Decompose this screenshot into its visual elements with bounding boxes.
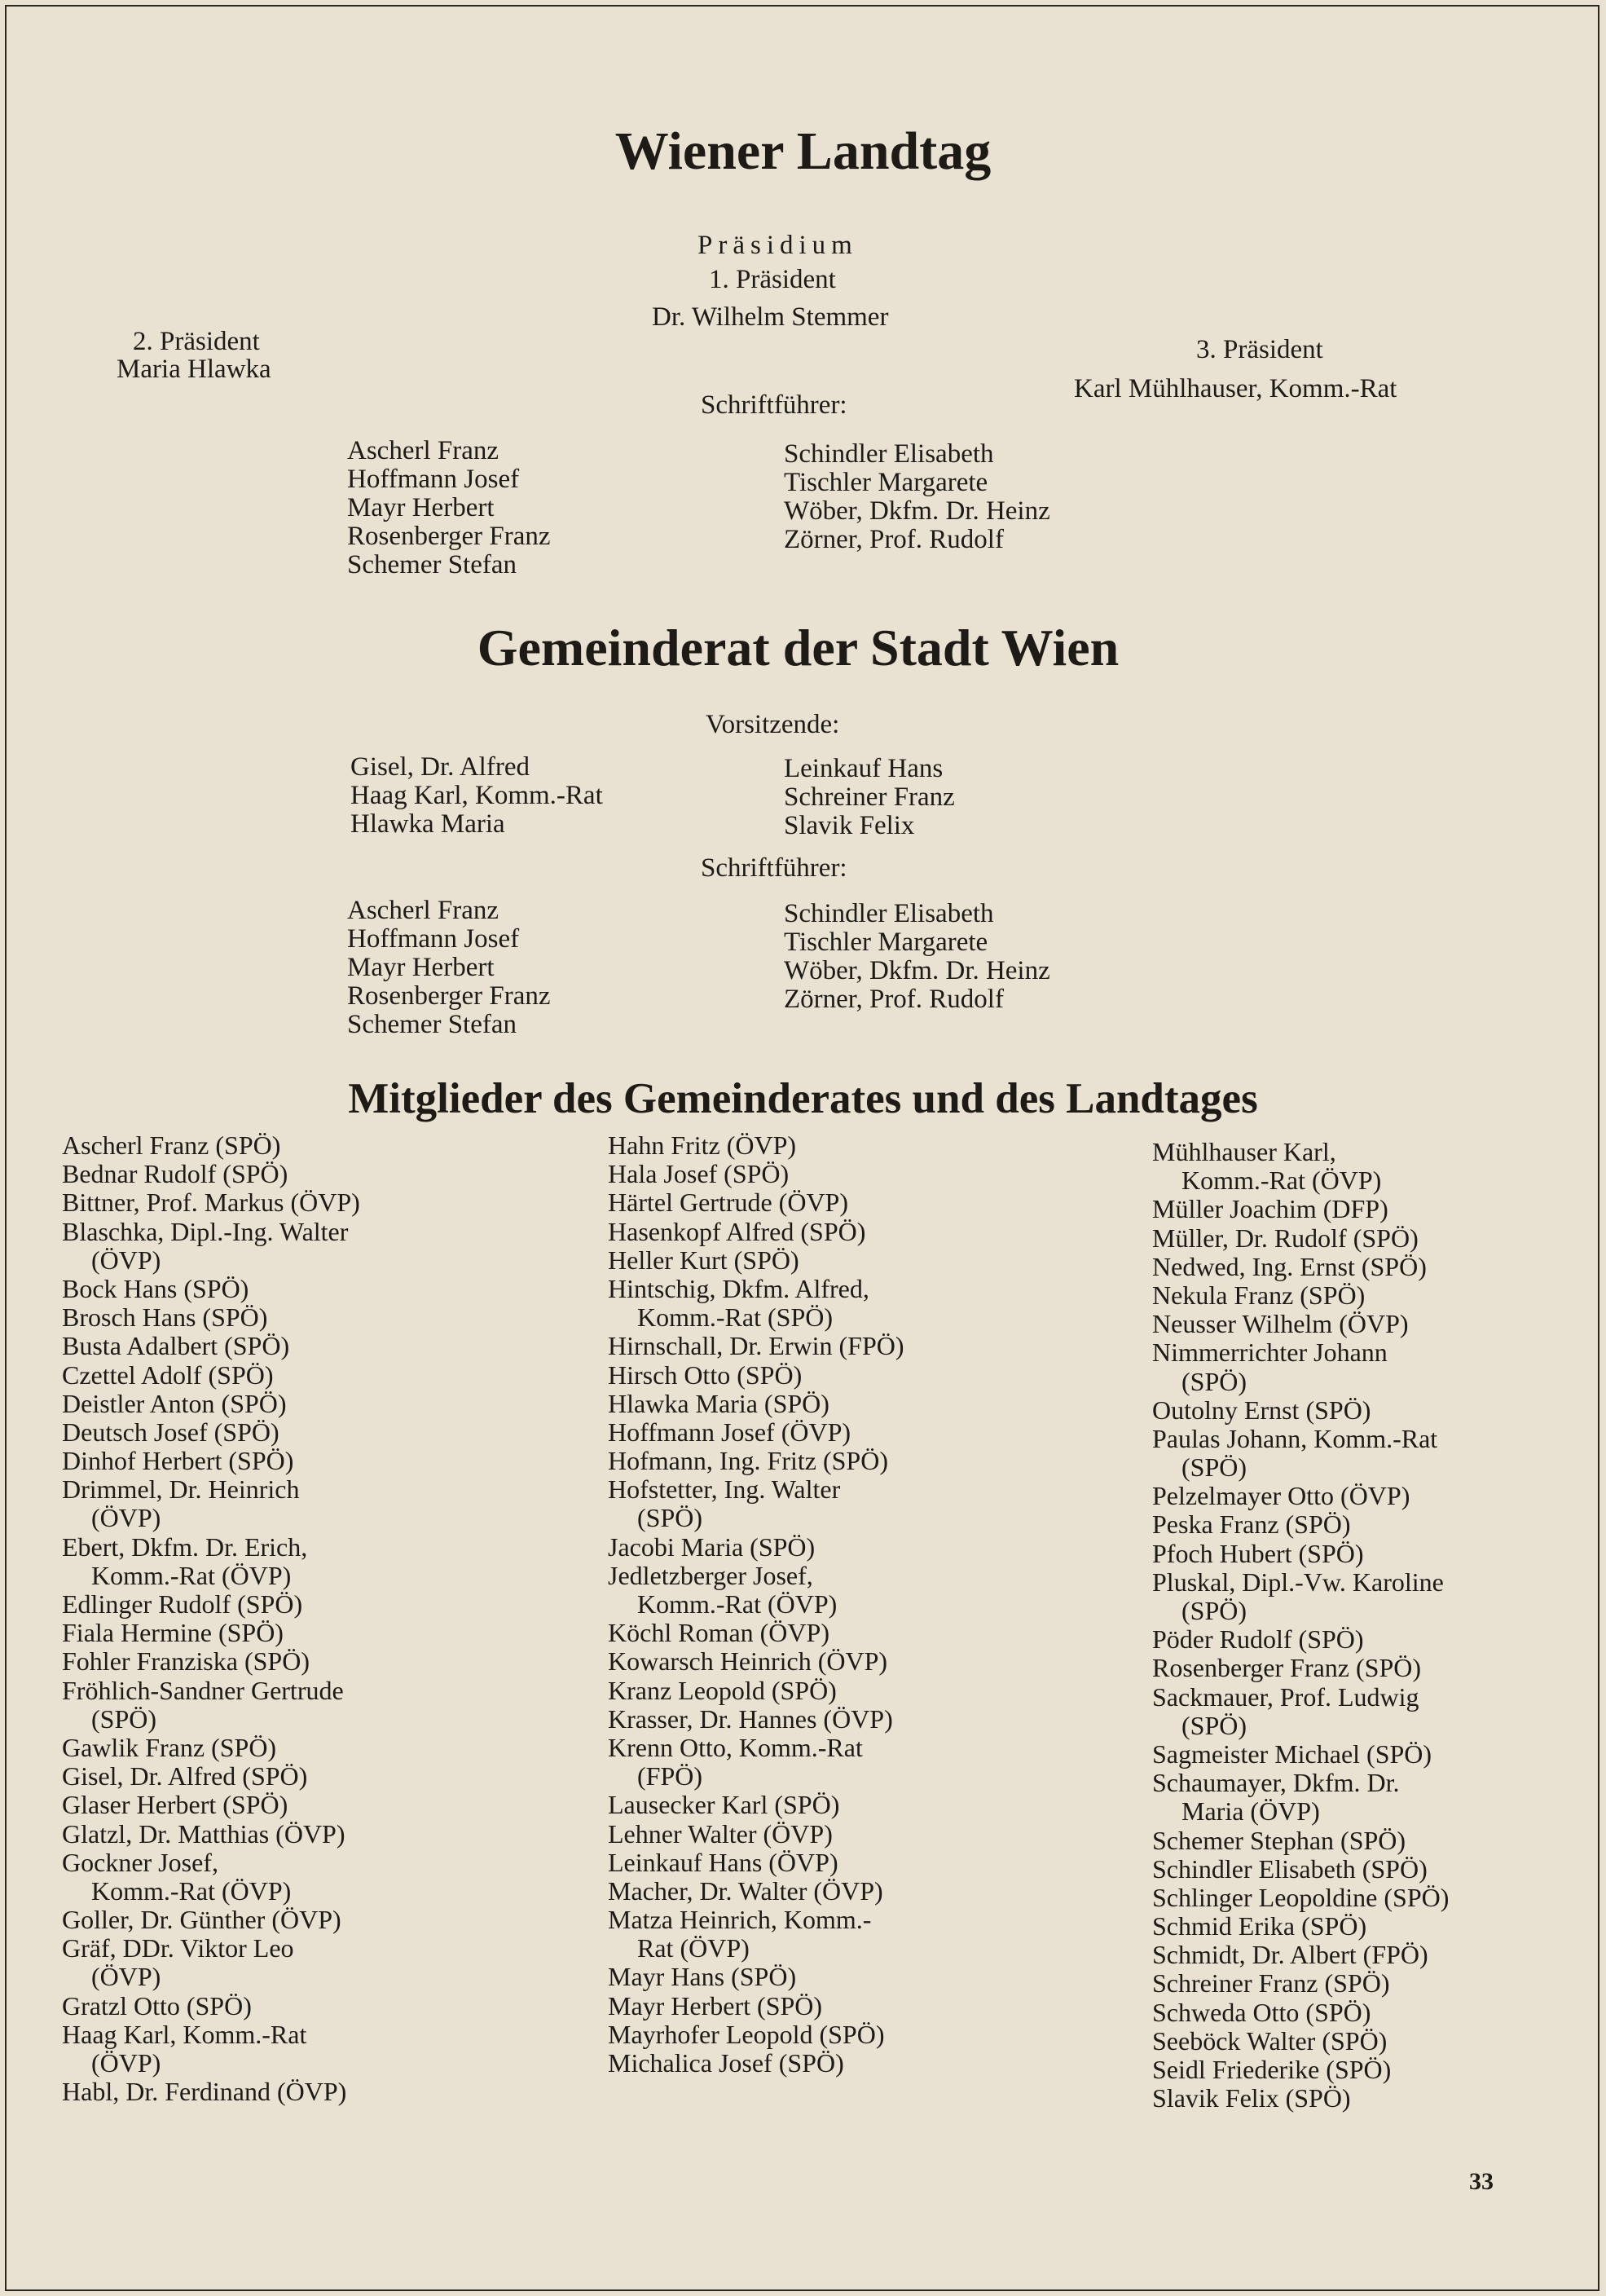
member-entry: Pöder Rudolf (SPÖ) [1152,1624,1364,1655]
member-entry: Deistler Anton (SPÖ) [62,1388,287,1418]
member-entry: Hirsch Otto (SPÖ) [608,1360,803,1390]
member-entry: Seidl Friederike (SPÖ) [1152,2055,1392,2084]
member-entry: Goller, Dr. Günther (ÖVP) [62,1905,341,1935]
list-item: Ascherl Franz [347,436,499,465]
member-entry: Nimmerrichter Johann [1152,1337,1388,1368]
member-entry: Hofstetter, Ing. Walter [608,1474,841,1505]
member-entry: Müller Joachim (DFP) [1152,1194,1388,1224]
member-entry: (SPÖ) [91,1703,157,1734]
gemeinderat-schriftfuehrer-right [784,900,1050,1014]
member-entry: Hlawka Maria (SPÖ) [608,1388,829,1418]
member-entry: Leinkauf Hans (ÖVP) [608,1847,838,1877]
member-entry: Hasenkopf Alfred (SPÖ) [608,1216,866,1246]
member-entry: (ÖVP) [91,1503,161,1533]
member-entry: Pfoch Hubert (SPÖ) [1152,1538,1364,1568]
member-entry: (SPÖ) [1181,1710,1247,1740]
member-entry: Mayr Hans (SPÖ) [608,1962,797,1992]
list-item: Schindler Elisabeth [784,439,994,469]
member-entry: Haag Karl, Komm.-Rat [62,2019,307,2049]
member-entry: Schemer Stephan (SPÖ) [1152,1825,1406,1855]
member-entry: Hirnschall, Dr. Erwin (FPÖ) [608,1331,904,1361]
list-item: Gisel, Dr. Alfred [350,752,530,782]
vorsitzende-right [784,755,955,840]
member-entry: Slavik Felix (SPÖ) [1152,2083,1351,2113]
member-entry: Edlinger Rudolf (SPÖ) [62,1589,303,1619]
member-entry: Schweda Otto (SPÖ) [1152,1997,1371,2027]
list-item: Mayr Herbert [347,493,495,522]
vorsitzende-left [350,753,603,839]
member-entry: (FPÖ) [637,1761,703,1791]
member-entry: (SPÖ) [637,1503,703,1533]
member-entry: Macher, Dr. Walter (ÖVP) [608,1875,883,1906]
list-item: Tischler Margarete [784,468,988,497]
list-item: Rosenberger Franz [347,981,551,1011]
member-entry: Kranz Leopold (SPÖ) [608,1675,837,1705]
member-entry: Habl, Dr. Ferdinand (ÖVP) [62,2077,347,2107]
member-entry: Bittner, Prof. Markus (ÖVP) [62,1188,360,1218]
member-entry: Hahn Fritz (ÖVP) [608,1130,797,1160]
list-item: Zörner, Prof. Rudolf [784,985,1004,1014]
member-entry: Schindler Elisabeth (SPÖ) [1152,1853,1428,1884]
member-entry: Hala Josef (SPÖ) [608,1159,790,1189]
list-item: Haag Karl, Komm.-Rat [350,781,603,810]
member-entry: Schaumayer, Dkfm. Dr. [1152,1768,1400,1798]
member-entry: Neusser Wilhelm (ÖVP) [1152,1309,1409,1339]
member-entry: Michalica Josef (SPÖ) [608,2048,844,2078]
landtag-schriftfuehrer-left [347,437,551,580]
member-entry: Köchl Roman (ÖVP) [608,1618,829,1648]
landtag-title: Wiener Landtag [614,121,992,181]
member-entry: Gratzl Otto (SPÖ) [62,1990,252,2021]
member-entry: Härtel Gertrude (ÖVP) [608,1188,848,1218]
list-item: Schemer Stefan [347,1010,517,1039]
member-entry: Czettel Adolf (SPÖ) [62,1360,274,1390]
member-entry: Kowarsch Heinrich (ÖVP) [608,1646,888,1677]
third-president-name: Karl Mühlhauser, Komm.-Rat [1074,374,1397,403]
list-item: Hlawka Maria [350,809,505,839]
member-entry: Outolny Ernst (SPÖ) [1152,1395,1371,1425]
member-entry: (ÖVP) [91,1245,161,1275]
gemeinderat-schriftfuehrer-left [347,897,551,1039]
member-entry: Nedwed, Ing. Ernst (SPÖ) [1152,1251,1427,1281]
member-entry: Ebert, Dkfm. Dr. Erich, [62,1531,308,1562]
member-entry: Rat (ÖVP) [637,1933,750,1963]
member-entry: Heller Kurt (SPÖ) [608,1245,799,1275]
gemeinderat-schriftfuehrer-label: Schriftführer: [701,853,847,883]
member-entry: (SPÖ) [1181,1366,1247,1396]
member-entry: Hintschig, Dkfm. Alfred, [608,1273,869,1303]
list-item: Schemer Stefan [347,550,517,580]
member-entry: Matza Heinrich, Komm.- [608,1905,872,1935]
member-entry: Lehner Walter (ÖVP) [608,1818,833,1849]
vorsitzende-label: Vorsitzende: [706,710,840,739]
member-entry: (SPÖ) [1181,1452,1247,1483]
list-item: Leinkauf Hans [784,754,944,783]
list-item: Hoffmann Josef [347,465,520,494]
member-entry: Gisel, Dr. Alfred (SPÖ) [62,1761,308,1791]
member-entry: Pluskal, Dipl.-Vw. Karoline [1152,1567,1444,1597]
member-entry: Gockner Josef, [62,1847,218,1877]
member-entry: Komm.-Rat (ÖVP) [91,1560,292,1590]
mitglieder-title: Mitglieder des Gemeinderates und des Landtages [348,1075,1258,1122]
member-entry: Komm.-Rat (ÖVP) [637,1589,838,1619]
member-entry: Hofmann, Ing. Fritz (SPÖ) [608,1446,888,1476]
list-item: Rosenberger Franz [347,522,551,551]
member-entry: Krasser, Dr. Hannes (ÖVP) [608,1703,893,1734]
member-entry: Maria (ÖVP) [1181,1796,1320,1827]
gemeinderat-title: Gemeinderat der Stadt Wien [477,619,1120,676]
list-item: Wöber, Dkfm. Dr. Heinz [784,956,1050,985]
member-entry: Mayr Herbert (SPÖ) [608,1990,823,2021]
member-entry: Sagmeister Michael (SPÖ) [1152,1739,1432,1769]
third-president-label: 3. Präsident [1196,335,1323,364]
member-entry: Lausecker Karl (SPÖ) [608,1790,840,1820]
praesidium-heading: Präsidium [697,231,858,260]
member-entry: Gawlik Franz (SPÖ) [62,1732,277,1762]
second-president-label: 2. Präsident [133,327,260,356]
list-item: Schreiner Franz [784,782,955,812]
list-item: Zörner, Prof. Rudolf [784,525,1004,554]
member-entry: Blaschka, Dipl.-Ing. Walter [62,1216,349,1246]
member-entry: Müller, Dr. Rudolf (SPÖ) [1152,1223,1419,1253]
landtag-schriftfuehrer-right [784,440,1050,554]
member-entry: Jedletzberger Josef, [608,1560,813,1590]
member-entry: Komm.-Rat (SPÖ) [637,1302,833,1333]
list-item: Slavik Felix [784,811,915,840]
members-column-2 [608,1131,904,2078]
list-item: Tischler Margarete [784,928,988,957]
members-column-1 [62,1131,360,2106]
member-entry: Paulas Johann, Komm.-Rat [1152,1423,1438,1453]
first-president-name: Dr. Wilhelm Stemmer [652,302,889,332]
page-number: 33 [1469,2168,1494,2195]
member-entry: Glatzl, Dr. Matthias (ÖVP) [62,1818,345,1849]
member-entry: Dinhof Herbert (SPÖ) [62,1446,294,1476]
member-entry: Gräf, DDr. Viktor Leo [62,1933,294,1963]
list-item: Hoffmann Josef [347,924,520,954]
member-entry: Pelzelmayer Otto (ÖVP) [1152,1481,1410,1511]
first-president-label: 1. Präsident [709,265,836,294]
member-entry: Busta Adalbert (SPÖ) [62,1331,290,1361]
member-entry: Jacobi Maria (SPÖ) [608,1531,816,1562]
member-entry: Komm.-Rat (ÖVP) [1181,1166,1382,1196]
member-entry: Fröhlich-Sandner Gertrude [62,1675,344,1705]
member-entry: (SPÖ) [1181,1596,1247,1625]
member-entry: Fiala Hermine (SPÖ) [62,1618,284,1648]
member-entry: Deutsch Josef (SPÖ) [62,1417,279,1447]
member-entry: Hoffmann Josef (ÖVP) [608,1417,851,1447]
member-entry: Mayrhofer Leopold (SPÖ) [608,2019,885,2049]
member-entry: Komm.-Rat (ÖVP) [91,1875,292,1906]
member-entry: Bednar Rudolf (SPÖ) [62,1159,288,1189]
member-entry: Drimmel, Dr. Heinrich [62,1474,300,1505]
member-entry: Rosenberger Franz (SPÖ) [1152,1653,1422,1683]
landtag-schriftfuehrer-label: Schriftführer: [701,390,847,420]
member-entry: Schmid Erika (SPÖ) [1152,1911,1367,1941]
member-entry: Nekula Franz (SPÖ) [1152,1280,1366,1310]
list-item: Wöber, Dkfm. Dr. Heinz [784,496,1050,526]
member-entry: Peska Franz (SPÖ) [1152,1509,1351,1540]
member-entry: Schlinger Leopoldine (SPÖ) [1152,1882,1450,1912]
member-entry: Schmidt, Dr. Albert (FPÖ) [1152,1940,1428,1970]
second-president-name: Maria Hlawka [117,355,271,384]
member-entry: Brosch Hans (SPÖ) [62,1302,268,1333]
members-column-3 [1152,1138,1449,2113]
member-entry: Sackmauer, Prof. Ludwig [1152,1681,1419,1712]
list-item: Schindler Elisabeth [784,899,994,928]
member-entry: Schreiner Franz (SPÖ) [1152,1968,1390,1999]
member-entry: (ÖVP) [91,1962,161,1992]
list-item: Mayr Herbert [347,953,495,982]
member-entry: Krenn Otto, Komm.-Rat [608,1732,863,1762]
member-entry: Bock Hans (SPÖ) [62,1273,249,1303]
list-item: Ascherl Franz [347,896,499,925]
member-entry: Mühlhauser Karl, [1152,1137,1336,1166]
member-entry: Seeböck Walter (SPÖ) [1152,2025,1388,2056]
member-entry: Ascherl Franz (SPÖ) [62,1130,281,1160]
member-entry: Fohler Franziska (SPÖ) [62,1646,310,1677]
member-entry: Glaser Herbert (SPÖ) [62,1790,288,1820]
member-entry: (ÖVP) [91,2048,161,2078]
